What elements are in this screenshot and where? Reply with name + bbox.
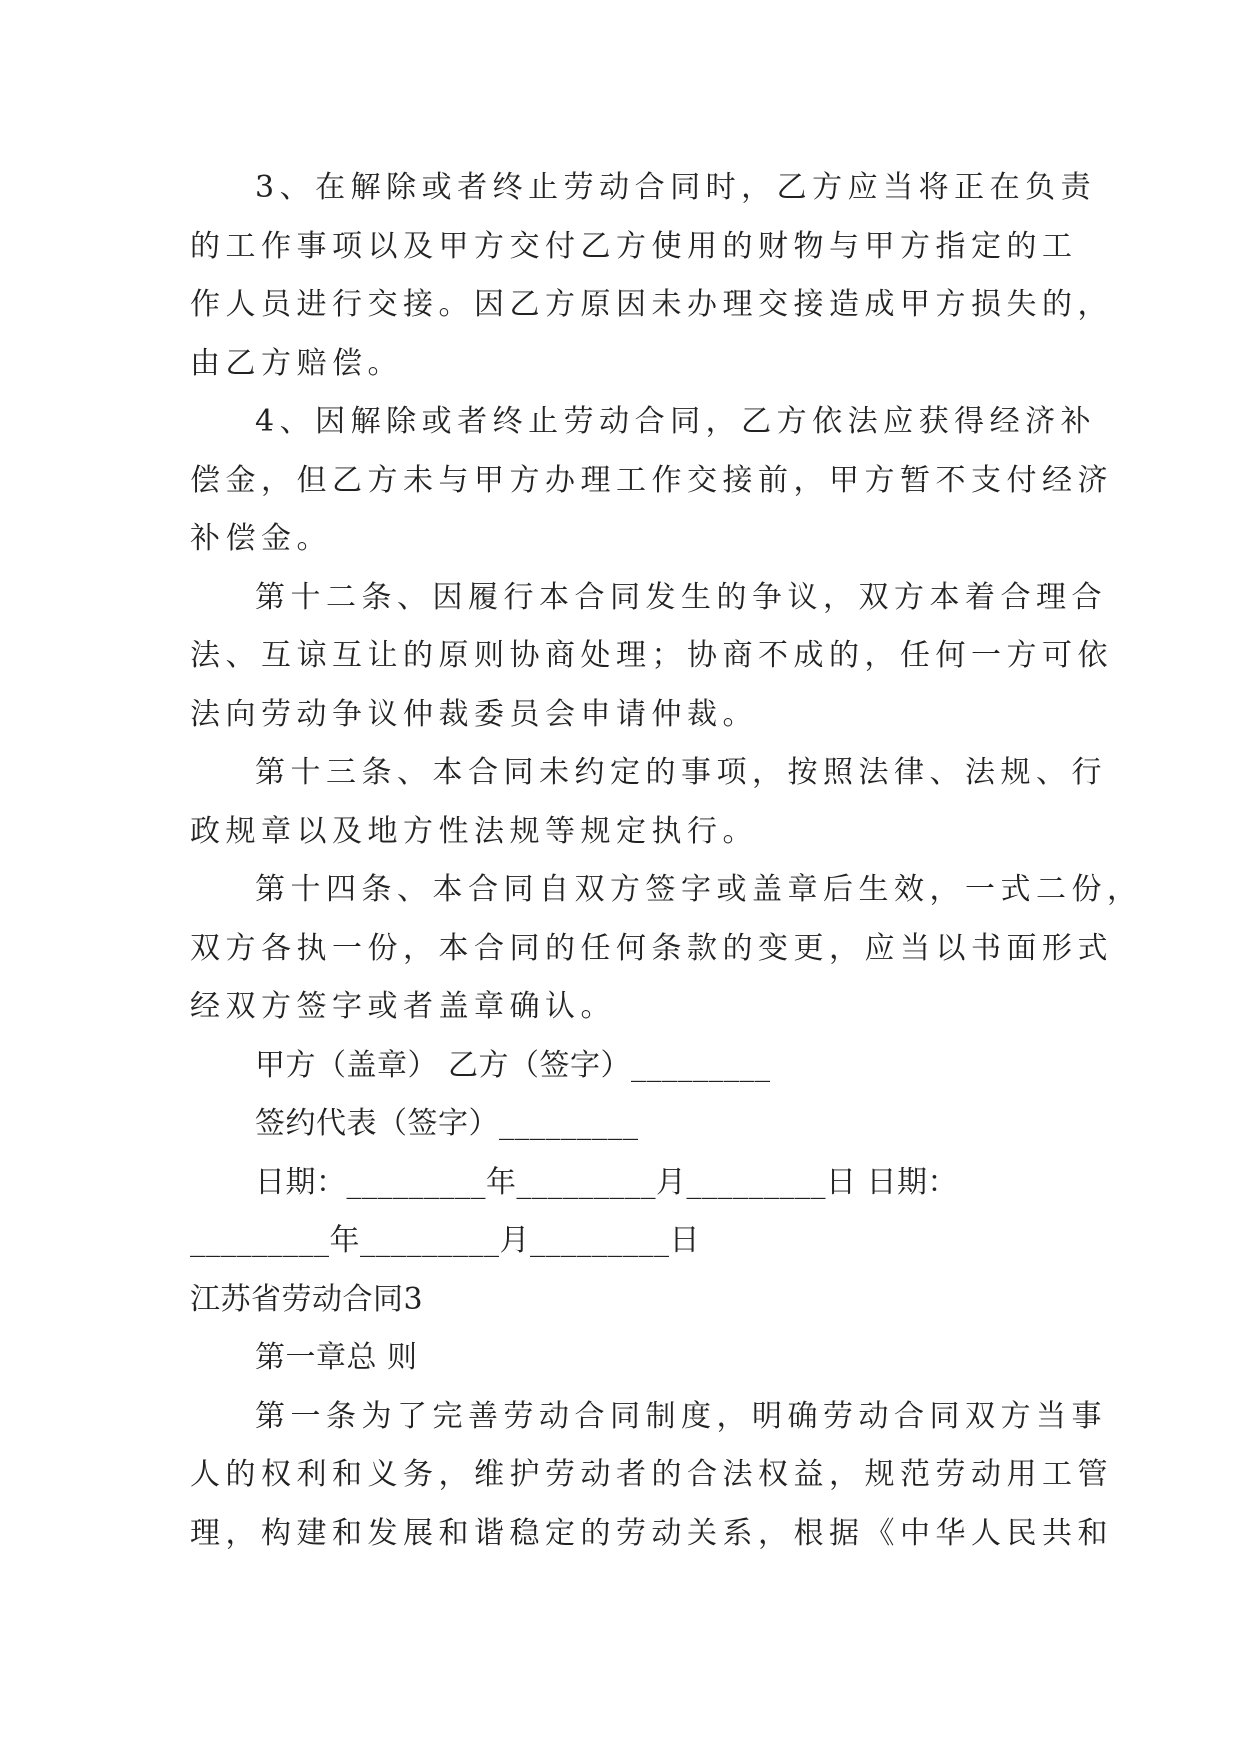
paragraph-line: 由乙方赔偿。 [190, 345, 403, 381]
paragraph-line: 补偿金。 [190, 521, 332, 556]
paragraph-line: 第一条为了完善劳动合同制度，明确劳动合同双方当事 [255, 1398, 1107, 1434]
chapter-heading: 第一章总 则 [255, 1340, 418, 1375]
paragraph-line: 第十三条、本合同未约定的事项，按照法律、法规、行 [255, 755, 1107, 790]
paragraph-line: 第十四条、本合同自双方签字或盖章后生效，一式二份， [255, 872, 1143, 907]
paragraph-line: 政规章以及地方性法规等规定执行。 [190, 813, 758, 849]
paragraph-line: 理，构建和发展和谐稳定的劳动关系，根据《中华人民共和 [190, 1515, 1113, 1551]
paragraph-line: 4、因解除或者终止劳动合同，乙方依法应获得经济补 [255, 404, 1097, 439]
signature-line: 甲方（盖章） 乙方（签字）_________ [255, 1047, 771, 1083]
paragraph-line: 人的权利和义务，维护劳动者的合法权益，规范劳动用工管 [190, 1457, 1113, 1492]
signature-line: 签约代表（签字）_________ [255, 1106, 639, 1141]
paragraph-line: 法、互谅互让的原则协商处理；协商不成的，任何一方可依 [190, 638, 1113, 673]
paragraph-line: 法向劳动争议仲裁委员会申请仲裁。 [190, 696, 758, 732]
paragraph-line: 第十二条、因履行本合同发生的争议，双方本着合理合 [255, 579, 1107, 615]
paragraph-line: 作人员进行交接。因乙方原因未办理交接造成甲方损失的， [190, 287, 1113, 322]
date-line: _________年_________月_________日 [190, 1223, 700, 1258]
date-line: 日期：_________年_________月_________日 日期： [255, 1164, 959, 1200]
paragraph-line: 经双方签字或者盖章确认。 [190, 989, 616, 1024]
paragraph-line: 3、在解除或者终止劳动合同时，乙方应当将正在负责 [255, 170, 1097, 205]
paragraph-line: 的工作事项以及甲方交付乙方使用的财物与甲方指定的工 [190, 228, 1078, 264]
paragraph-line: 双方各执一份，本合同的任何条款的变更，应当以书面形式 [190, 930, 1113, 966]
section-title: 江苏省劳动合同3 [190, 1281, 424, 1317]
paragraph-line: 偿金，但乙方未与甲方办理工作交接前，甲方暂不支付经济 [190, 462, 1113, 498]
contract-text [190, 159, 1143, 1563]
